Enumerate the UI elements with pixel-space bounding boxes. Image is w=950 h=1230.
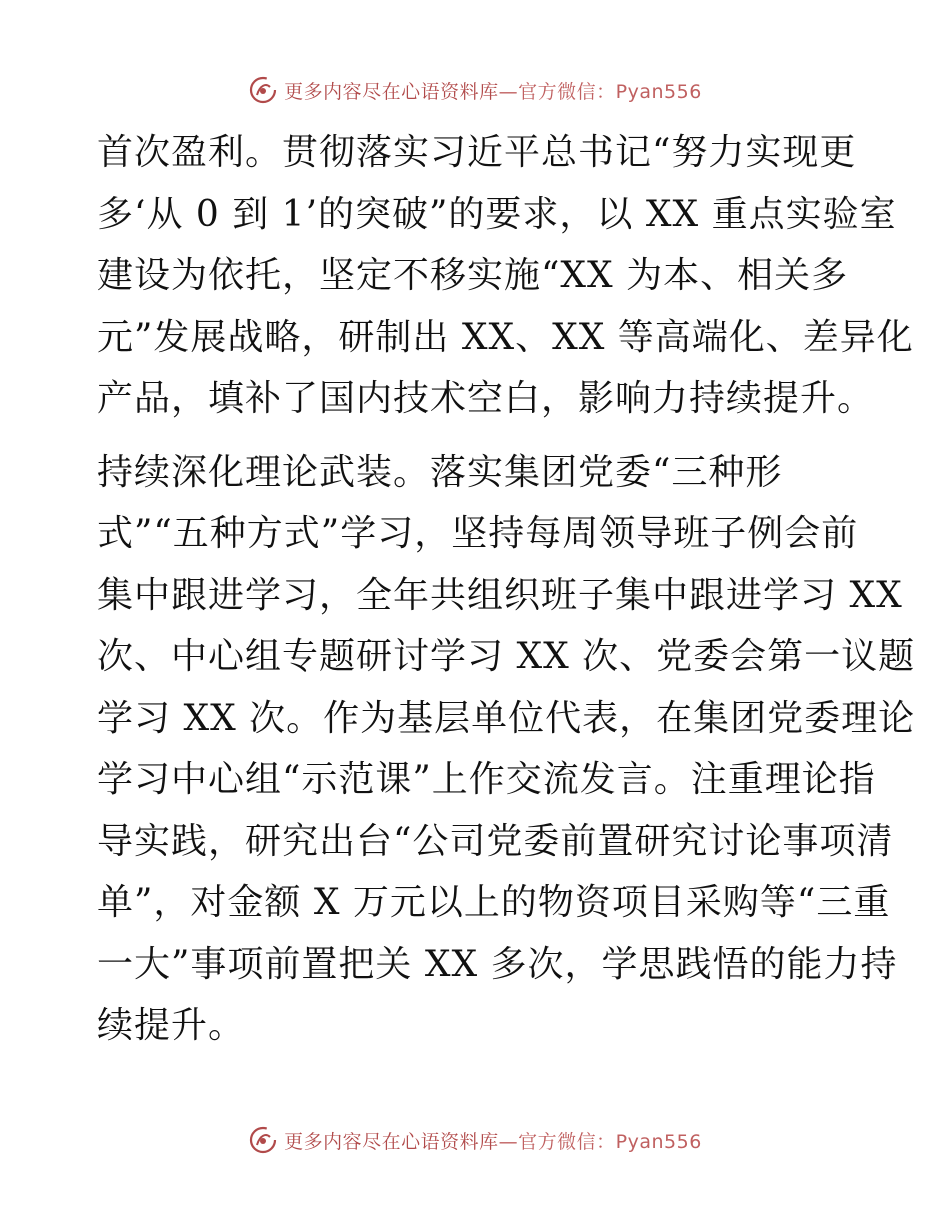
watermark-main-text: 更多内容尽在心语资料库 <box>284 1130 499 1153</box>
text-line: 建设为依托，坚定不移实施“XX 为本、相关多 <box>97 255 849 296</box>
text-line: 次、中心组专题研讨学习 XX 次、党委会第一议题 <box>97 636 916 677</box>
text-line: 多‘从 0 到 1’的突破”的要求，以 XX 重点实验室 <box>97 193 897 235</box>
text-line: 续提升。 <box>97 1005 246 1046</box>
watermark-wechat-text: —官方微信：Pyan556 <box>498 1130 702 1153</box>
watermark-text <box>284 77 702 104</box>
header-watermark <box>0 70 950 110</box>
watermark-main-text: 更多内容尽在心语资料库 <box>284 80 499 103</box>
watermark-text <box>284 1127 702 1154</box>
text-line: 学习中心组“示范课”上作交流发言。注重理论指 <box>97 759 876 800</box>
watermark-wechat-text: —官方微信：Pyan556 <box>498 80 702 103</box>
document-body <box>97 122 916 1057</box>
text-line: 一大”事项前置把关 XX 多次，学思践悟的能力持 <box>97 943 898 985</box>
text-line: 产品，填补了国内技术空白，影响力持续提升。 <box>97 378 875 419</box>
paragraph <box>97 442 916 1057</box>
paragraph-spacer <box>97 430 857 442</box>
text-line: 学习 XX 次。作为基层单位代表，在集团党委理论 <box>97 697 916 739</box>
brand-logo-icon <box>248 1125 278 1155</box>
text-line: 导实践，研究出台“公司党委前置研究讨论事项清 <box>97 820 894 862</box>
paragraph <box>97 122 914 430</box>
footer-watermark <box>0 1120 950 1160</box>
text-line: 式”“五种方式”学习，坚持每周领导班子例会前 <box>97 513 859 554</box>
text-line: 持续深化理论武装。落实集团党委“三种形 <box>97 451 783 493</box>
text-line: 首次盈利。贯彻落实习近平总书记“努力实现更 <box>97 132 857 173</box>
text-line: 元”发展战略，研制出 XX、XX 等高端化、差异化 <box>97 316 914 358</box>
brand-logo-icon <box>248 75 278 105</box>
text-line: 单”，对金额 X 万元以上的物资项目采购等“三重 <box>97 882 891 923</box>
text-line: 集中跟进学习，全年共组织班子集中跟进学习 XX <box>97 574 903 616</box>
